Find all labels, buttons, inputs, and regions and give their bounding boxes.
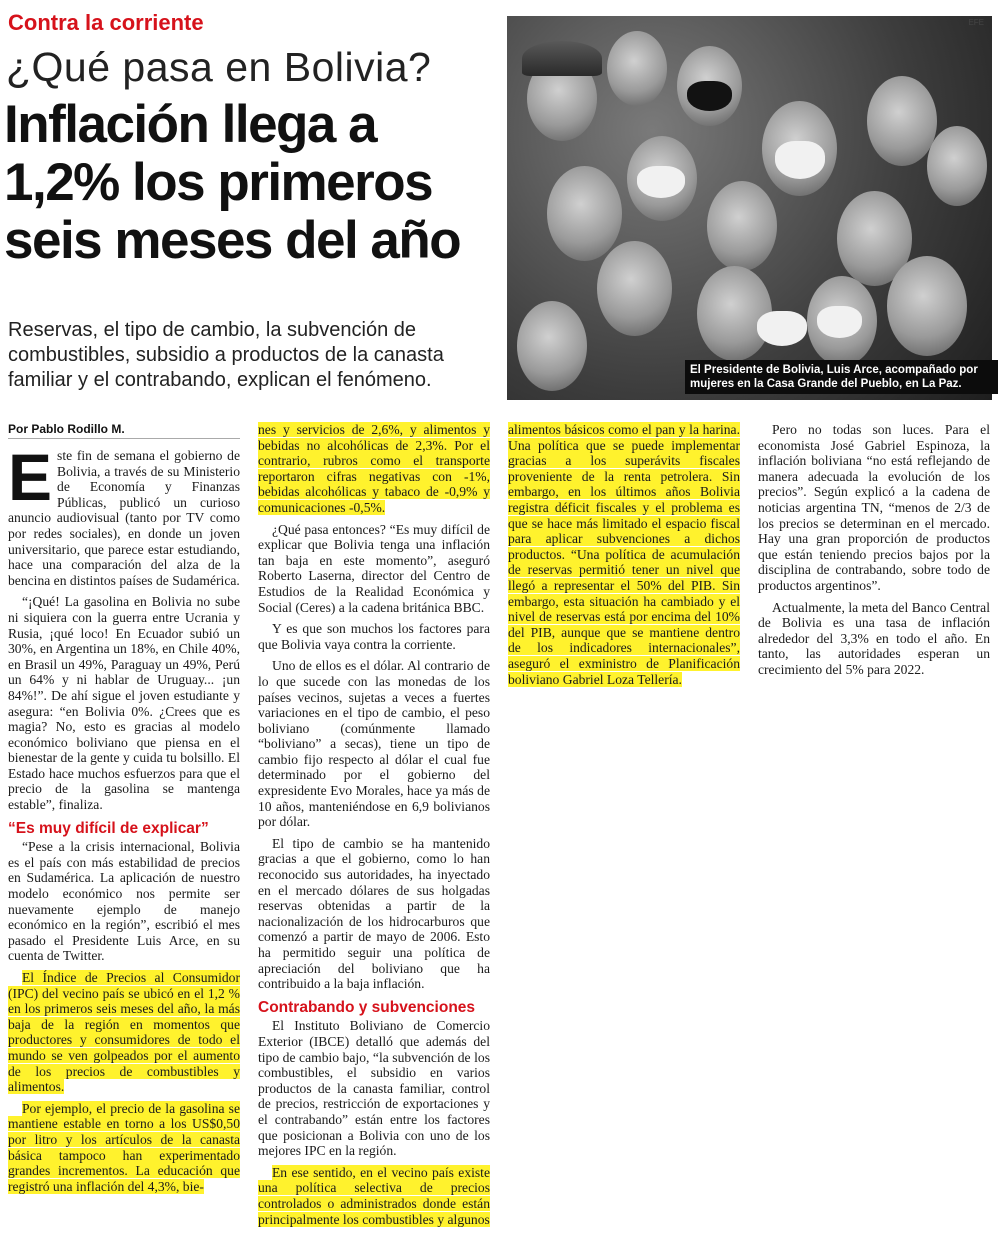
article-column-4 xyxy=(758,422,990,684)
paragraph xyxy=(258,422,490,516)
headline-line: seis meses del año xyxy=(4,211,461,270)
subhead: “Es muy difícil de explicar” xyxy=(8,819,209,837)
paragraph: Uno de ellos es el dólar. Al contrario de lo que sucede con las monedas de los países vecinos, sujetas a veces a fuertes variaciones en el tipo de cambio, el peso boliviano (comúnmente llamado “boliviano” a secas), tiene un tipo de cambio fijo respecto al dólar el cual fue determinado por el gobierno del expresidente Evo Morales, hace ya más de 10 años, manteniéndose en 6,9 bolivianos por dólar. xyxy=(258,658,490,830)
paragraph: Pero no todas son luces. Para el economista José Gabriel Espinoza, la inflación boliviana “no está reflejando de manera adecuada la evolución de los precios”. Según explicó a la cadena de noticias argentina TN, “menos de 2/3 de los precios se determinan en el mercado. Hay una gran proporción de productos que están teniendo precios bajos por la disciplina de contrabando, sobre todo de productos argentinos”. xyxy=(758,422,990,593)
paragraph xyxy=(508,422,740,687)
paragraph: “¡Qué! La gasolina en Bolivia no sube ni siquiera con la guerra entre Ucrania y Rusia, ¡qué loco! En Ecuador subió un 30%, en Argentina un 18%, en Chile 40%, en Brasil un 49%, Paraguay un 49%, Perú un 64% y ni hablar de Uruguay... ¡un 84%!”. De ahí sigue el joven estudiante y asegura: “en Bolivia 0%. ¿Crees que es magia? No, esto es gracias al modelo económico boliviano que piensa en el bienestar de la gente y cuida tu bolsillo. El Estado hace muchos esfuerzos para que el precio de la gasolina se mantenga estable”, finaliza. xyxy=(8,594,240,813)
paragraph xyxy=(8,440,240,588)
headline-line: Inflación llega a xyxy=(4,95,377,154)
paragraph xyxy=(8,1101,240,1195)
headline-line: 1,2% los primeros xyxy=(4,153,433,212)
paragraph: El tipo de cambio se ha mantenido gracias a que el gobierno, como lo han reconocido sus autoridades, ha inyectado en el mercado dólares de sus holgadas reservas obtenidas a partir de la nacionalización de los hidrocarburos que comenzó a partir de mayo de 2006. Esto ha permitido seguir una política de apreciación del boliviano que ha contribuido a la baja inflación. xyxy=(258,835,490,992)
drop-cap: E xyxy=(8,440,53,514)
crowd-photo xyxy=(507,16,992,400)
article-column-2 xyxy=(258,422,490,1233)
deck: Reservas, el tipo de cambio, la subvención de combustibles, subsidio a productos de la canasta familiar y el contrabando, explican el fenómeno. xyxy=(8,319,444,391)
paragraph: “Pese a la crisis internacional, Bolivia es el país con más estabilidad de precios en Sudamérica. La aplicación de nuestro modelo económico nos permite ser nuevamente ejemplo de manejo económico en la región”, escribió el mes pasado el Presidente Luis Arce, en su cuenta de Twitter. xyxy=(8,839,240,964)
paragraph-text: ste fin de semana el gobierno de Bolivia, a través de su Ministerio de Economía y Finanzas Públicas, publicó un curioso anuncio audiovisual (tanto por TV como por redes sociales), en donde un joven universitario, que parece estar estudiando, hace una comparación del alza de la bencina en distintos países de Sudamérica. xyxy=(8,448,240,588)
paragraph: Y es que son muchos los factores para que Bolivia vaya contra la corriente. xyxy=(258,621,490,652)
highlighted-text: alimentos básicos como el pan y la harina. Una política que se puede implementar gracias a los superávits fiscales proveniente de la renta petrolera. Sin embargo, en los últimos años Bolivia registra déficit fiscales y el problema es que se hace más limitado el espacio fiscal para aplicar subvenciones a dichos productos. “Una política de acumulación de reservas permitió tener un nivel que llegó a representar el 50% del PIB. Sin embargo, esta situación ha cambiado y el nivel de reservas está por encima del 10% del PIB, aunque que se mantiene dentro de los indicadores internacionales”, aseguró el exministro de Planificación boliviano Gabriel Loza Tellería. xyxy=(508,422,740,687)
article-column-3 xyxy=(508,422,740,693)
kicker: ¿Qué pasa en Bolivia? xyxy=(6,44,432,90)
byline-divider xyxy=(8,438,240,439)
highlighted-text: En ese sentido, en el vecino país existe una política selectiva de precios controlados o administrados donde están principalmente los combustibles y algunos xyxy=(258,1164,490,1227)
subhead: Contrabando y subvenciones xyxy=(258,998,476,1016)
paragraph xyxy=(8,970,240,1095)
highlighted-text: El Índice de Precios al Consumidor (IPC) del vecino país se ubicó en el 1,2 % en los primeros seis meses del año, la más baja de la región en momentos que productores y consumidores de todo el mundo se ven golpeados por el aumento de los precios de combustibles y alimentos. xyxy=(8,970,240,1095)
photo-caption: El Presidente de Bolivia, Luis Arce, acompañado por mujeres en la Casa Grande del Pueblo, en La Paz. xyxy=(685,360,998,394)
article-column-1 xyxy=(8,440,240,1200)
section-tag: Contra la corriente xyxy=(8,10,204,35)
byline: Por Pablo Rodillo M. xyxy=(8,422,125,436)
headline xyxy=(4,96,504,270)
paragraph xyxy=(258,1165,490,1227)
paragraph: El Instituto Boliviano de Comercio Exterior (IBCE) detalló que además del tipo de cambio bajo, “la subvención de los combustibles, el subsidio en varios productos de la canasta familiar, control de precios, restricción de exportaciones y el contrabando” están entre los factores que posicionan a Bolivia con uno de los mejores IPC en la región. xyxy=(258,1018,490,1159)
highlighted-text: nes y servicios de 2,6%, y alimentos y bebidas no alcohólicas de 2,3%. Por el contrario, rubros como el transporte reportaron cifras negativas con -1%, bebidas alcohólicas y tabaco de -0,9% y comunicaciones -0,5%. xyxy=(258,422,490,515)
highlighted-text: Por ejemplo, el precio de la gasolina se mantiene estable en torno a los US$0,50 por litro y los artículos de la canasta básica tampoco han experimentado grandes incrementos. La educación que registró una inflación del 4,3%, bie- xyxy=(8,1100,240,1194)
paragraph: ¿Qué pasa entonces? “Es muy difícil de explicar que Bolivia tenga una inflación tan baja en este momento”, aseguró Roberto Laserna, director del Centro de Estudios de la Realidad Económica y Social (Ceres) a la cadena británica BBC. xyxy=(258,521,490,615)
paragraph: Actualmente, la meta del Banco Central de Bolivia es una tasa de inflación alrededor del 3,3% en todo el año. En tanto, las autoridades esperan un crecimiento del 5% para 2022. xyxy=(758,599,990,677)
photo-credit: EFE xyxy=(968,18,984,27)
